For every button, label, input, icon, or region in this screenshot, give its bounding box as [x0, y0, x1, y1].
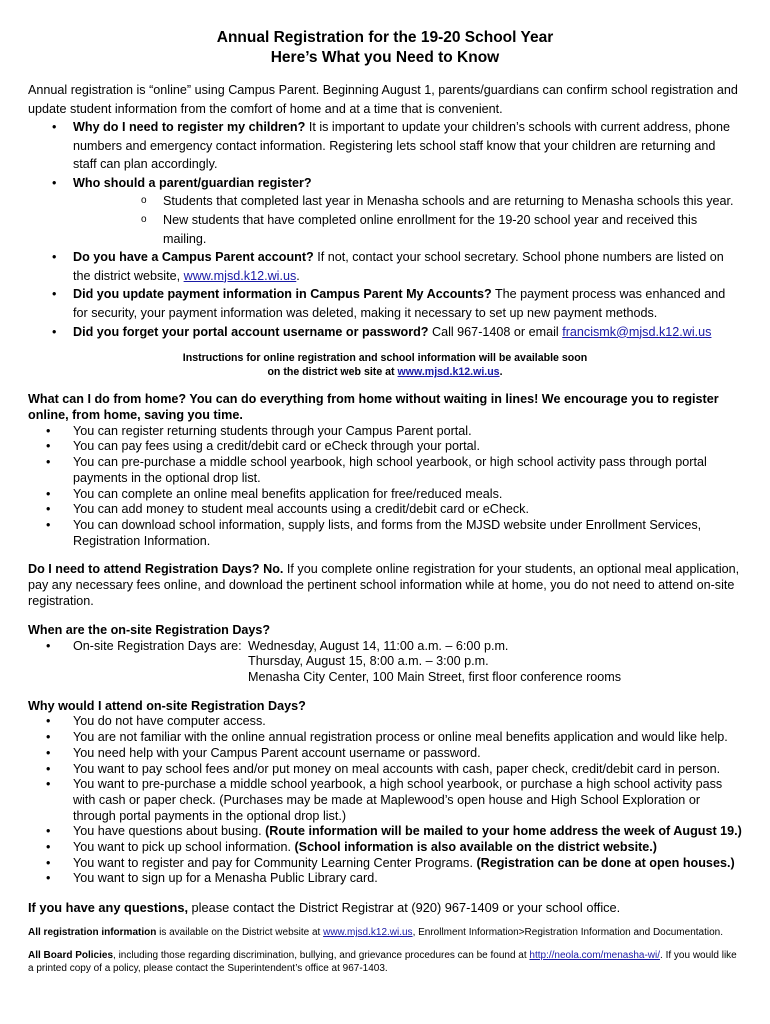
home-section-heading: What can I do from home? You can do everything from home without waiting in lines! We encourage you to register online, from home, saving you time. [28, 392, 719, 422]
dates-values [248, 639, 621, 686]
list-item [28, 871, 742, 887]
punctuation: . [296, 268, 300, 283]
district-website-link[interactable]: www.mjsd.k12.wi.us [183, 268, 297, 283]
faq-question: Why do I need to register my children? [73, 120, 306, 134]
faq-list [28, 118, 742, 341]
list-item [28, 856, 742, 872]
footer-text: , including those regarding discrimination, bullying, and grievance procedures can be found at [113, 950, 530, 962]
questions-line [28, 900, 742, 916]
attend-answer: If you complete online registration for your students, an optional meal application, pay any necessary fees online, and download the pertinent school information while at home, you do not need to attend on-site registration. [28, 562, 740, 608]
list-item [28, 730, 742, 746]
policies-link[interactable]: http://neola.com/menasha-wi/ [529, 950, 661, 962]
attend-paragraph [28, 562, 742, 609]
title-line-1: Annual Registration for the 19-20 School Year [216, 29, 554, 46]
sub-list-item: o New students that have completed online enrollment for the 19-20 school year and received this mailing. [73, 211, 742, 248]
faq-question: Did you forget your portal account username or password? [73, 324, 429, 339]
footer-text: . If you would like a printed copy of a policy, please contact the Superintendent’s office at 967-1403. [28, 950, 737, 975]
list-item [28, 762, 742, 778]
item-text: You need help with your Campus Parent account username or password. [73, 745, 481, 760]
faq-item-why-register [28, 118, 742, 174]
footer-registration-info [28, 926, 742, 939]
why-list [28, 714, 742, 887]
why-section-heading: Why would I attend on-site Registration Days? [28, 698, 306, 713]
faq-item-who-registers [28, 174, 742, 248]
item-text: You want to pay school fees and/or put money on meal accounts with cash, paper check, credit/debit card in person. [73, 761, 721, 776]
footer-text: , Enrollment Information>Registration Information and Documentation. [412, 927, 724, 939]
faq-answer: Call 967-1408 or email [428, 324, 563, 339]
instructions-notice [28, 351, 742, 379]
list-item: • You can pay fees using a credit/debit card or eCheck through your portal. [28, 439, 742, 455]
item-bold-note: (Registration can be done at open houses.) [476, 855, 735, 870]
item-text: You want to pick up school information. [73, 840, 295, 855]
item-text: You are not familiar with the online annual registration process or online meal benefits application and would like help. [73, 730, 728, 745]
home-list [28, 424, 742, 550]
faq-question: Who should a parent/guardian register? [73, 175, 312, 190]
item-text: You want to register and pay for Community Learning Center Programs. [73, 855, 477, 870]
faq-answer: If not, contact your school secretary. School phone numbers are listed on the district website, [73, 250, 724, 283]
punctuation: . [499, 366, 503, 379]
faq-item-forgot-password [28, 323, 742, 342]
faq-item-campus-account [28, 248, 742, 285]
list-item [28, 824, 742, 840]
email-link[interactable]: francismk@mjsd.k12.wi.us [562, 324, 712, 339]
notice-website-link[interactable]: www.mjsd.k12.wi.us [397, 366, 500, 379]
list-item [28, 840, 742, 856]
list-item [28, 746, 742, 762]
faq-question: Do you have a Campus Parent account? [73, 250, 314, 265]
footer-text: is available on the District website at [156, 927, 324, 939]
list-item [28, 777, 742, 824]
list-item: • You can download school information, supply lists, and forms from the MJSD website under Enrollment Services, Registration Information. [28, 518, 742, 549]
location-line: Menasha City Center, 100 Main Street, first floor conference rooms [248, 669, 622, 684]
list-item: • You can pre-purchase a middle school yearbook, high school yearbook, or high school activity pass through portal payments in the optional drop list. [28, 455, 742, 486]
faq-answer: The payment process was enhanced and for security, your payment information was deleted, making it necessary to set up new payment methods. [73, 287, 726, 320]
footer-bold: All Board Policies [28, 950, 114, 962]
item-text: You want to sign up for a Menasha Public Library card. [73, 871, 378, 886]
intro-paragraph: Annual registration is “online” using Campus Parent. Beginning August 1, parents/guardians can confirm school registration and update student information from the comfort of home and at a time that is convenient. [28, 83, 738, 116]
footer-bold: All registration information [28, 927, 157, 939]
faq-item-payment-info [28, 285, 742, 322]
list-item: • You can add money to student meal accounts using a credit/debit card or eCheck. [28, 502, 742, 518]
footer-website-link[interactable]: www.mjsd.k12.wi.us [323, 927, 413, 939]
who-sublist [73, 192, 742, 248]
date-line: Thursday, August 15, 8:00 a.m. – 3:00 p.m. [248, 654, 489, 669]
notice-text: on the district web site at [267, 366, 398, 379]
item-text: You want to pre-purchase a middle school yearbook, a high school yearbook, or purchase a high school activity pass with cash or paper check. (Purchases may be made at Maplewood’s open house and High School Exploration or through portal payments in the optional drop list.) [73, 777, 723, 823]
title-line-2: Here’s What you Need to Know [270, 49, 500, 66]
date-line: Wednesday, August 14, 11:00 a.m. – 6:00 p.m. [248, 638, 509, 653]
dates-block [73, 639, 742, 686]
questions-bold: If you have any questions, [28, 900, 188, 916]
list-item [28, 714, 742, 730]
notice-line-2 [28, 365, 742, 379]
list-item [28, 639, 742, 686]
sub-list-item: o Students that completed last year in Menasha schools and are returning to Menasha schools this year. [73, 192, 742, 211]
list-item: • You can complete an online meal benefits application for free/reduced meals. [28, 487, 742, 503]
item-bold-note: (School information is also available on the district website.) [294, 840, 657, 855]
when-list [28, 639, 742, 686]
attend-question: Do I need to attend Registration Days? No. [28, 562, 284, 577]
faq-answer: It is important to update your children’s schools with current address, phone numbers and emergency contact information. Registering lets school staff know that your children are returning and staff can plan accordingly. [73, 120, 731, 172]
item-text: You have questions about busing. [73, 824, 266, 839]
dates-label: • On-site Registration Days are: [73, 638, 242, 653]
notice-line-1: Instructions for online registration and school information will be available soon [182, 352, 588, 365]
item-text: You do not have computer access. [73, 714, 266, 729]
faq-question: Did you update payment information in Campus Parent My Accounts? [73, 287, 492, 302]
list-item: • You can register returning students through your Campus Parent portal. [28, 424, 742, 440]
item-bold-note: (Route information will be mailed to your home address the week of August 19.) [265, 824, 742, 839]
when-section-heading: When are the on-site Registration Days? [28, 622, 271, 637]
questions-text: please contact the District Registrar at (920) 967-1409 or your school office. [188, 900, 621, 916]
footer-board-policies [28, 949, 742, 975]
